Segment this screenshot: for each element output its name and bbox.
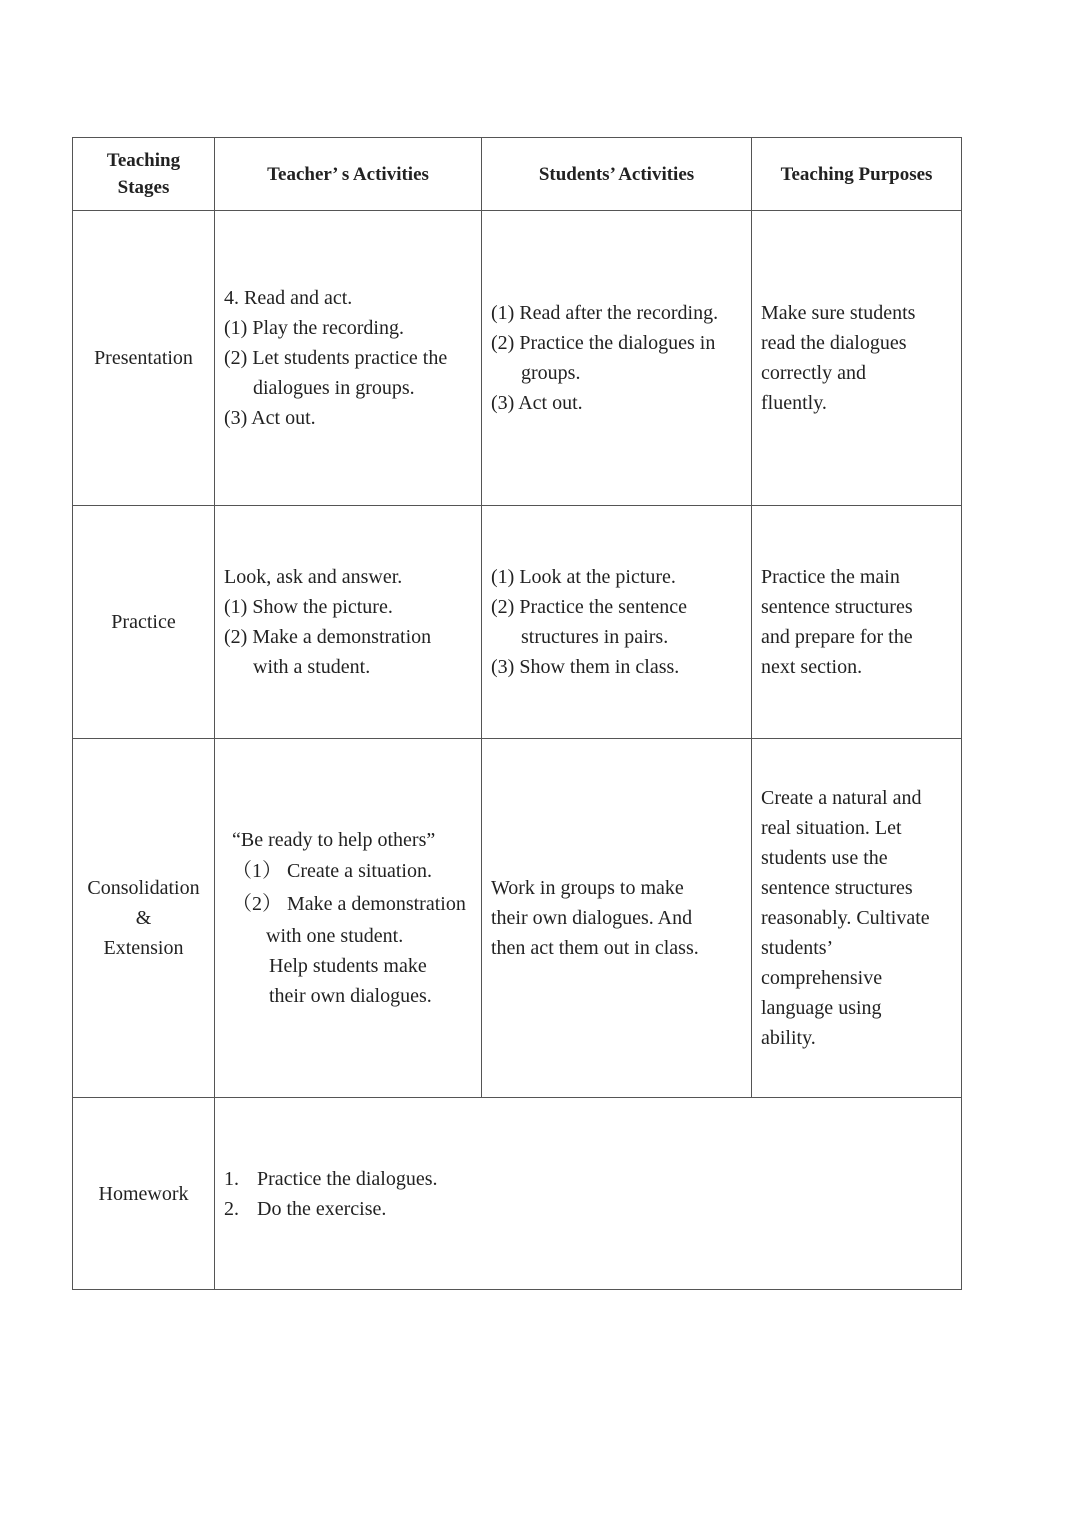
teacher-activity-item: (2) Make a demonstration: [224, 626, 432, 648]
student-activity-item: (3) Show them in class.: [491, 656, 680, 678]
student-activity-item-cont: groups.: [521, 362, 581, 384]
header-teaching-purposes: Teaching Purposes: [752, 138, 962, 211]
teacher-activity-title: “Be ready to help others”: [232, 829, 436, 851]
teacher-activity-item: (1) Play the recording.: [224, 317, 404, 339]
lesson-plan-table: [72, 137, 962, 1290]
students-cell-consolidation: [482, 739, 752, 1098]
purpose-line: reasonably. Cultivate: [761, 907, 930, 929]
teacher-cell-practice: [215, 506, 482, 739]
homework-item-text: Practice the dialogues.: [257, 1167, 438, 1190]
student-activity-line: then act them out in class.: [491, 937, 699, 959]
purpose-line: students use the: [761, 847, 888, 869]
student-activity-line: their own dialogues. And: [491, 907, 693, 929]
students-cell-practice: [482, 506, 752, 739]
teacher-activity-title: 4. Read and act.: [224, 287, 353, 309]
purpose-line: language using: [761, 997, 882, 1019]
homework-item-number: 2.: [224, 1197, 239, 1220]
teacher-cell-presentation: [215, 211, 482, 506]
student-activity-line: Work in groups to make: [491, 877, 684, 899]
purposes-cell-consolidation: [752, 739, 962, 1098]
homework-item: [224, 1164, 953, 1194]
teacher-activity-title: Look, ask and answer.: [224, 566, 403, 588]
teacher-activity-item: (3) Act out.: [224, 407, 316, 429]
stage-cell-consolidation: [73, 739, 215, 1098]
student-activity-item: (3) Act out.: [491, 392, 583, 414]
student-activity-item: (2) Practice the sentence: [491, 596, 688, 618]
students-cell-presentation: [482, 211, 752, 506]
purpose-line: and prepare for the: [761, 626, 913, 648]
homework-cell: [215, 1098, 962, 1290]
student-activity-item: (1) Read after the recording.: [491, 302, 719, 324]
teacher-activity-item: (1) Show the picture.: [224, 596, 393, 618]
homework-item: [224, 1194, 953, 1224]
stage-cell-practice: Practice: [73, 506, 215, 739]
header-teacher-activities: Teacher’ s Activities: [215, 138, 482, 211]
teacher-activity-item: Help students make: [269, 955, 427, 977]
purpose-line: sentence structures: [761, 877, 913, 899]
purpose-line: ability.: [761, 1027, 816, 1049]
stage-label-line: Extension: [103, 937, 184, 959]
purpose-line: sentence structures: [761, 596, 913, 618]
teacher-activity-item: （2） Make a demonstration: [232, 893, 466, 915]
teacher-cell-consolidation: [215, 739, 482, 1098]
table-row-presentation: [73, 211, 962, 506]
student-activity-item: (2) Practice the dialogues in: [491, 332, 716, 354]
header-students-activities: Students’ Activities: [482, 138, 752, 211]
teacher-activity-item: (2) Let students practice the: [224, 347, 448, 369]
purposes-cell-presentation: [752, 211, 962, 506]
teacher-activity-item: （1） Create a situation.: [232, 860, 432, 882]
purpose-line: Create a natural and: [761, 787, 922, 809]
header-teaching-stages: [73, 138, 215, 211]
homework-item-text: Do the exercise.: [257, 1197, 387, 1220]
stage-cell-homework: Homework: [73, 1098, 215, 1290]
purpose-line: students’: [761, 937, 834, 959]
table-header-row: [73, 138, 962, 211]
purpose-line: read the dialogues: [761, 332, 907, 354]
homework-item-number: 1.: [224, 1167, 239, 1190]
purpose-line: Make sure students: [761, 302, 916, 324]
student-activity-item-cont: structures in pairs.: [521, 626, 669, 648]
table-row-consolidation: [73, 739, 962, 1098]
teacher-activity-item-cont: their own dialogues.: [269, 985, 432, 1007]
teacher-activity-item-cont: with a student.: [253, 656, 371, 678]
purpose-line: next section.: [761, 656, 863, 678]
purpose-line: Practice the main: [761, 566, 900, 588]
student-activity-item: (1) Look at the picture.: [491, 566, 676, 588]
header-stages-label: Teaching Stages: [106, 150, 181, 198]
teacher-activity-item-cont: dialogues in groups.: [253, 377, 415, 399]
teacher-activity-item-cont: with one student.: [266, 925, 404, 947]
purposes-cell-practice: [752, 506, 962, 739]
table-row-homework: [73, 1098, 962, 1290]
purpose-line: real situation. Let: [761, 817, 902, 839]
purpose-line: comprehensive: [761, 967, 883, 989]
purpose-line: correctly and: [761, 362, 866, 384]
table-row-practice: [73, 506, 962, 739]
purpose-line: fluently.: [761, 392, 827, 414]
stage-cell-presentation: Presentation: [73, 211, 215, 506]
stage-label-line: Consolidation: [87, 877, 200, 899]
stage-label-line: &: [135, 907, 152, 929]
